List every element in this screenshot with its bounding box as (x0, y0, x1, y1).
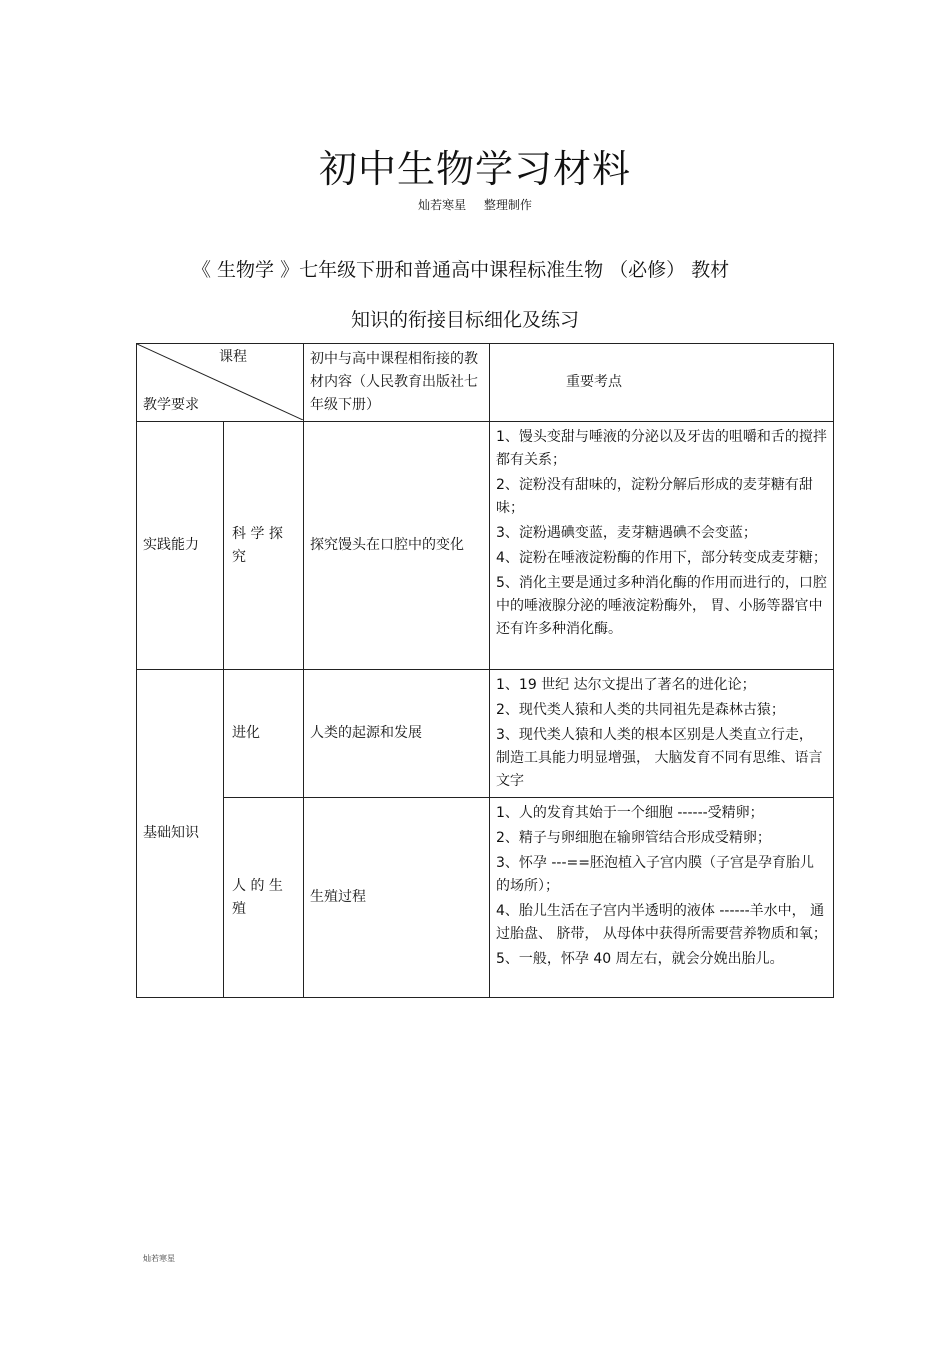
document-title: 初中生物学习材料 (318, 147, 631, 191)
document-subtitle: 灿若寒星 整理制作 (418, 198, 532, 212)
content-cell: 探究馒头在口腔中的变化 (304, 422, 490, 670)
header-content-cell: 初中与高中课程相衔接的教材内容（人民教育出版社七年级下册） (304, 344, 490, 422)
points-cell (490, 422, 834, 670)
section-heading-line2: 知识的衔接目标细化及练习 (350, 309, 579, 331)
category-cell: 人 的 生 殖 (224, 798, 304, 998)
points-cell (490, 798, 834, 998)
requirement-cell: 基础知识 (137, 670, 224, 998)
point-item: 5、消化主要是通过多种消化酶的作用而进行的，口腔中的唾液腺分泌的唾液淀粉酶外， 胃、小肠等器官中还有许多种消化酶。 (496, 575, 827, 637)
point-item: 3、淀粉遇碘变蓝，麦芽糖遇碘不会变蓝； (496, 525, 757, 541)
knowledge-table (136, 343, 834, 998)
point-item: 2、淀粉没有甜味的，淀粉分解后形成的麦芽糖有甜味； (496, 477, 813, 516)
point-item: 2、精子与卵细胞在输卵管结合形成受精卵； (496, 830, 771, 846)
points-cell (490, 670, 834, 798)
header-course-label: 课程 (219, 349, 247, 365)
page-footer: 灿若寒星 (143, 1254, 175, 1263)
section-heading-line1: 《 生物学 》七年级下册和普通高中课程标准生物 （必修） 教材 (192, 259, 730, 281)
requirement-cell: 实践能力 (137, 422, 224, 670)
point-item: 5、一般，怀孕 40 周左右，就会分娩出胎儿。 (496, 951, 784, 967)
header-points-label: 重要考点 (566, 374, 622, 390)
table-row (137, 422, 834, 670)
content-cell: 人类的起源和发展 (304, 670, 490, 798)
table-row (137, 670, 834, 798)
point-item: 3、怀孕 ---==胚泡植入子宫内膜（子宫是孕育胎儿的场所）； (496, 855, 814, 894)
table-row (137, 798, 834, 998)
header-points-cell (490, 344, 834, 422)
point-item: 4、淀粉在唾液淀粉酶的作用下，部分转变成麦芽糖； (496, 550, 827, 566)
header-diagonal-cell (137, 344, 304, 422)
header-requirement-label: 教学要求 (143, 397, 199, 413)
point-item: 1、19 世纪 达尔文提出了著名的进化论； (496, 677, 756, 693)
category-cell: 进化 (224, 670, 304, 798)
point-item: 3、现代类人猿和人类的根本区别是人类直立行走， 制造工具能力明显增强， 大脑发育不同有思维、语言文字 (496, 727, 823, 789)
point-item: 2、现代类人猿和人类的共同祖先是森林古猿； (496, 702, 785, 718)
category-cell: 科 学 探 究 (224, 422, 304, 670)
table-header-row (137, 344, 834, 422)
content-cell: 生殖过程 (304, 798, 490, 998)
point-item: 1、馒头变甜与唾液的分泌以及牙齿的咀嚼和舌的搅拌都有关系； (496, 429, 827, 468)
point-item: 4、胎儿生活在子宫内半透明的液体 ------羊水中， 通过胎盘、 脐带， 从母体中获得所需要营养物质和氧； (496, 903, 827, 942)
point-item: 1、人的发育其始于一个细胞 ------受精卵； (496, 805, 764, 821)
